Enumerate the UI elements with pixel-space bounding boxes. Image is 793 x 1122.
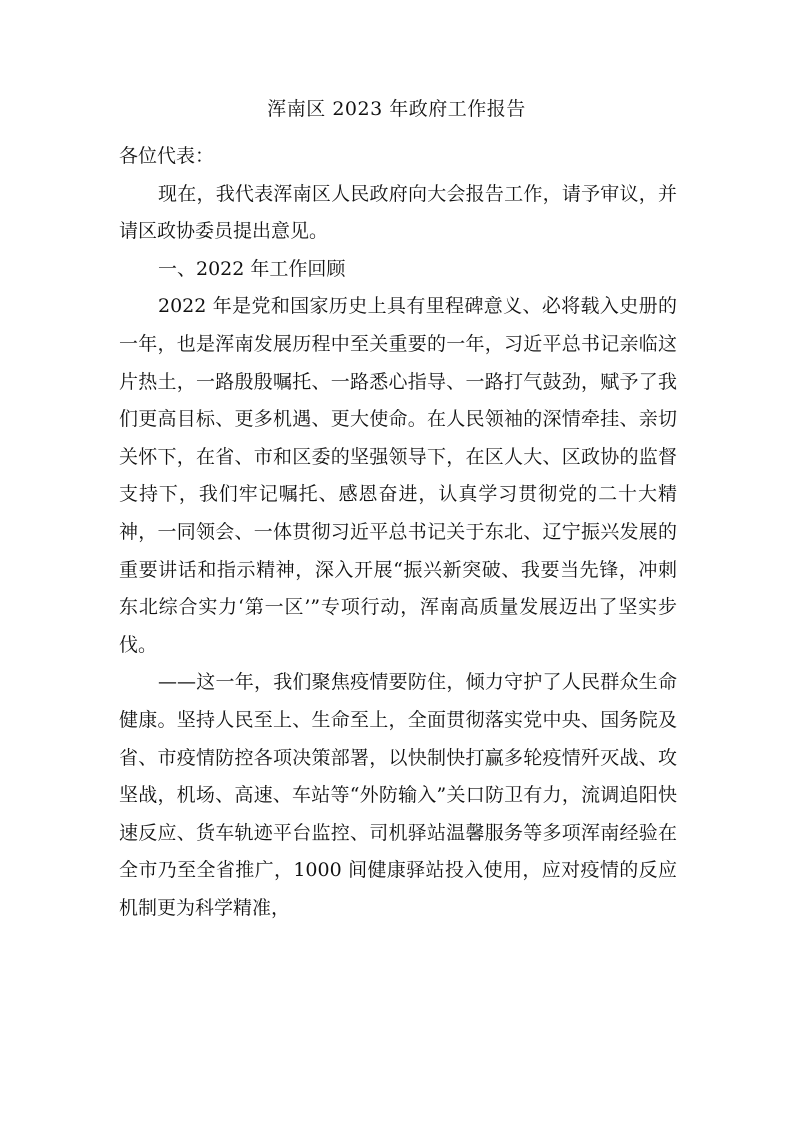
paragraph-review: 2022 年是党和国家历史上具有里程碑意义、必将载入史册的一年，也是浑南发展历程中至关重要的一年，习近平总书记亲临这片热土，一路殷殷嘱托、一路悉心指导、一路打气鼓劲，赋予了我们更高目标、更多机遇、更大使命。在人民领袖的深情牵挂、亲切关怀下，在省、市和区委的坚强领导下，在区人大、区政协的监督支持下，我们牢记嘱托、感恩奋进，认真学习贯彻党的二十大精神，一同领会、一体贯彻习近平总书记关于东北、辽宁振兴发展的重要讲话和指示精神，深入开展“振兴新突破、我要当先锋，冲刺东北综合实力‘第一区’”专项行动，浑南高质量发展迈出了坚实步伐。 [119, 295, 677, 656]
paragraph-intro: 现在，我代表浑南区人民政府向大会报告工作，请予审议，并请区政协委员提出意见。 [119, 182, 677, 243]
document-body [119, 138, 677, 927]
document-title: 浑南区 2023 年政府工作报告 [267, 98, 526, 120]
paragraph-epidemic: ——这一年，我们聚焦疫情要防住，倾力守护了人民群众生命健康。坚持人民至上、生命至上，全面贯彻落实党中央、国务院及省、市疫情防控各项决策部署，以快制快打赢多轮疫情歼灭战、攻坚战，机场、高速、车站等“外防输入”关口防卫有力，流调追阳快速反应、货车轨迹平台监控、司机驿站温馨服务等多项浑南经验在全市乃至全省推广，1000 间健康驿站投入使用，应对疫情的反应机制更为科学精准， [119, 671, 677, 919]
salutation: 各位代表： [119, 145, 215, 167]
section-heading: 一、2022 年工作回顾 [158, 257, 346, 280]
